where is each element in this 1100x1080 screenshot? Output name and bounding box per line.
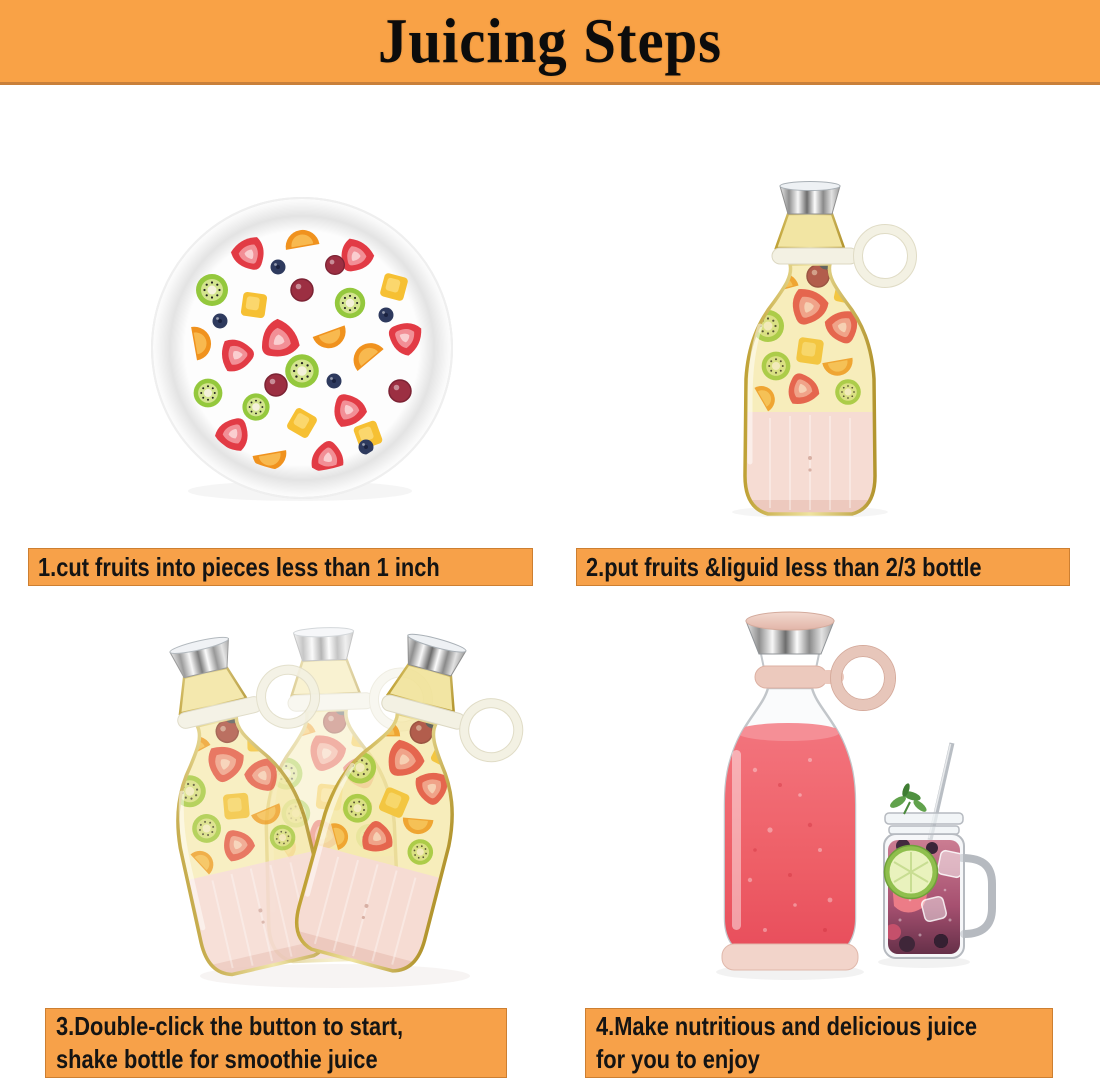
step2-caption-text: 2.put fruits &liguid less than 2/3 bottle (586, 551, 982, 582)
step3-caption-line1: 3.Double-click the button to start, (56, 1011, 404, 1041)
step3-caption-line2: shake bottle for smoothie juice (56, 1044, 378, 1074)
jar-rim (885, 813, 963, 824)
mint-garnish (888, 782, 928, 814)
step1-caption-text: 1.cut fruits into pieces less than 1 inch (38, 551, 440, 582)
step4-caption-line1: 4.Make nutritious and delicious juice (596, 1011, 978, 1041)
smoothie-bottle-neck-band (755, 666, 827, 688)
mason-jar (884, 743, 992, 960)
smoothie-bottle-ring-handle (836, 651, 890, 705)
step3-caption (45, 1008, 507, 1078)
step4-caption (585, 1008, 1053, 1078)
fruit-bowl-illustration (150, 195, 460, 505)
step4-caption-line2: for you to enjoy (596, 1044, 760, 1074)
shaking-bottles-illustration (120, 600, 540, 1010)
step1-caption (28, 548, 533, 586)
header-banner (0, 0, 1100, 85)
step2-caption (576, 548, 1070, 586)
fruit-bottle-illustration (680, 172, 980, 517)
jar-handle (962, 858, 992, 934)
smoothie-bottle-cap-pink-top (746, 612, 834, 630)
page-title: Juicing Steps (377, 5, 723, 76)
smoothie-bottle-base (722, 944, 858, 970)
smoothie-result-illustration (660, 600, 1060, 985)
